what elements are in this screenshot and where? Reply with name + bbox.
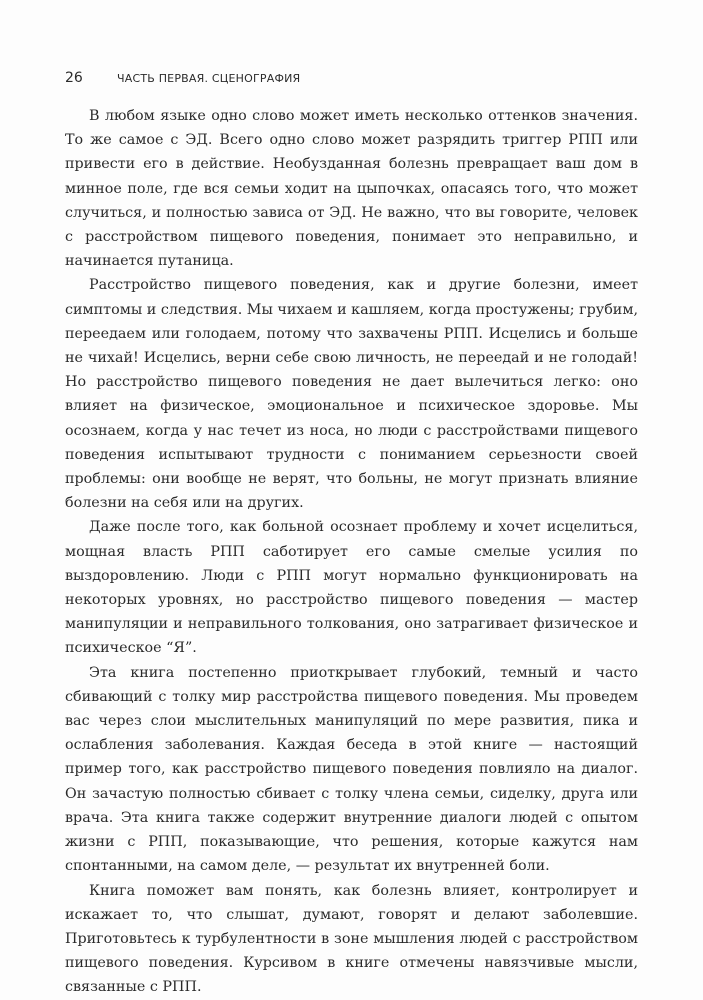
paragraph-1: В любом языке одно слово может иметь несколько оттенков значения. То же самое с ЭД. Всего одно слово может разрядить триггер РПП или привести его в действие. Необузданная болезнь превращает ваш дом в минное поле, где вся семьи ходит на цыпочках, опасаясь того, что может случиться, и полностью зависа от ЭД. Не важно, что вы говорите, человек с расстройством пищевого поведения, понимает это неправильно, и начинается путаница. [65,108,638,270]
paragraph-3: Даже после того, как больной осознает проблему и хочет исцелиться, мощная власть РПП саботирует его самые смелые усилия по выздоровлению. Люди с РПП могут нормально функционировать на некоторых уровнях, но расстройство пищевого поведения — мастер манипуляции и неправильного толкования, оно затрагивает физическое и психическое “Я”. [65,519,638,657]
paragraph-5: Книга поможет вам понять, как болезнь влияет, контролирует и искажает то, что слышат, думают, говорят и делают заболевшие. Приготовьтесь к турбулентности в зоне мышления людей с расстройством пищевого поведения. Курсивом в книге отмечены навязчивые мысли, связанные с РПП. [65,882,638,996]
page-number: 26 [65,70,83,86]
body-text [65,104,638,1000]
running-head: ЧАСТЬ ПЕРВАЯ. СЦЕНОГРАФИЯ [117,72,301,85]
paragraph-4: Эта книга постепенно приоткрывает глубокий, темный и часто сбивающий с толку мир расстройства пищевого поведения. Мы проведем вас через слои мыслительных манипуляций по мере развития, пика и ослабления заболевания. Каждая беседа в этой книге — настоящий пример того, как расстройство пищевого поведения повлияло на диалог. Он зачастую полностью сбивает с толку члена семьи, сиделку, друга или врача. Эта книга также содержит внутренние диалоги людей с опытом жизни с РПП, показывающие, что решения, которые кажутся нам спонтанными, на самом деле, — результат их внутренней боли. [65,664,638,875]
paragraph-2: Расстройство пищевого поведения, как и другие болезни, имеет симптомы и следствия. Мы чихаем и кашляем, когда простужены; грубим, переедаем или голодаем, потому что захвачены РПП. Исцелись и больше не чихай! Исцелись, верни себе свою личность, не переедай и не голодай! Но расстройство пищевого поведения не дает вылечиться легко: оно влияет на физическое, эмоциональное и психическое здоровье. Мы осознаем, когда у нас течет из носа, но люди с расстройствами пищевого поведения испытывают трудности с пониманием серьезности своей проблемы: они вообще не верят, что больны, не могут признать влияние болезни на себя или на других. [65,277,638,512]
page-header [65,70,638,90]
